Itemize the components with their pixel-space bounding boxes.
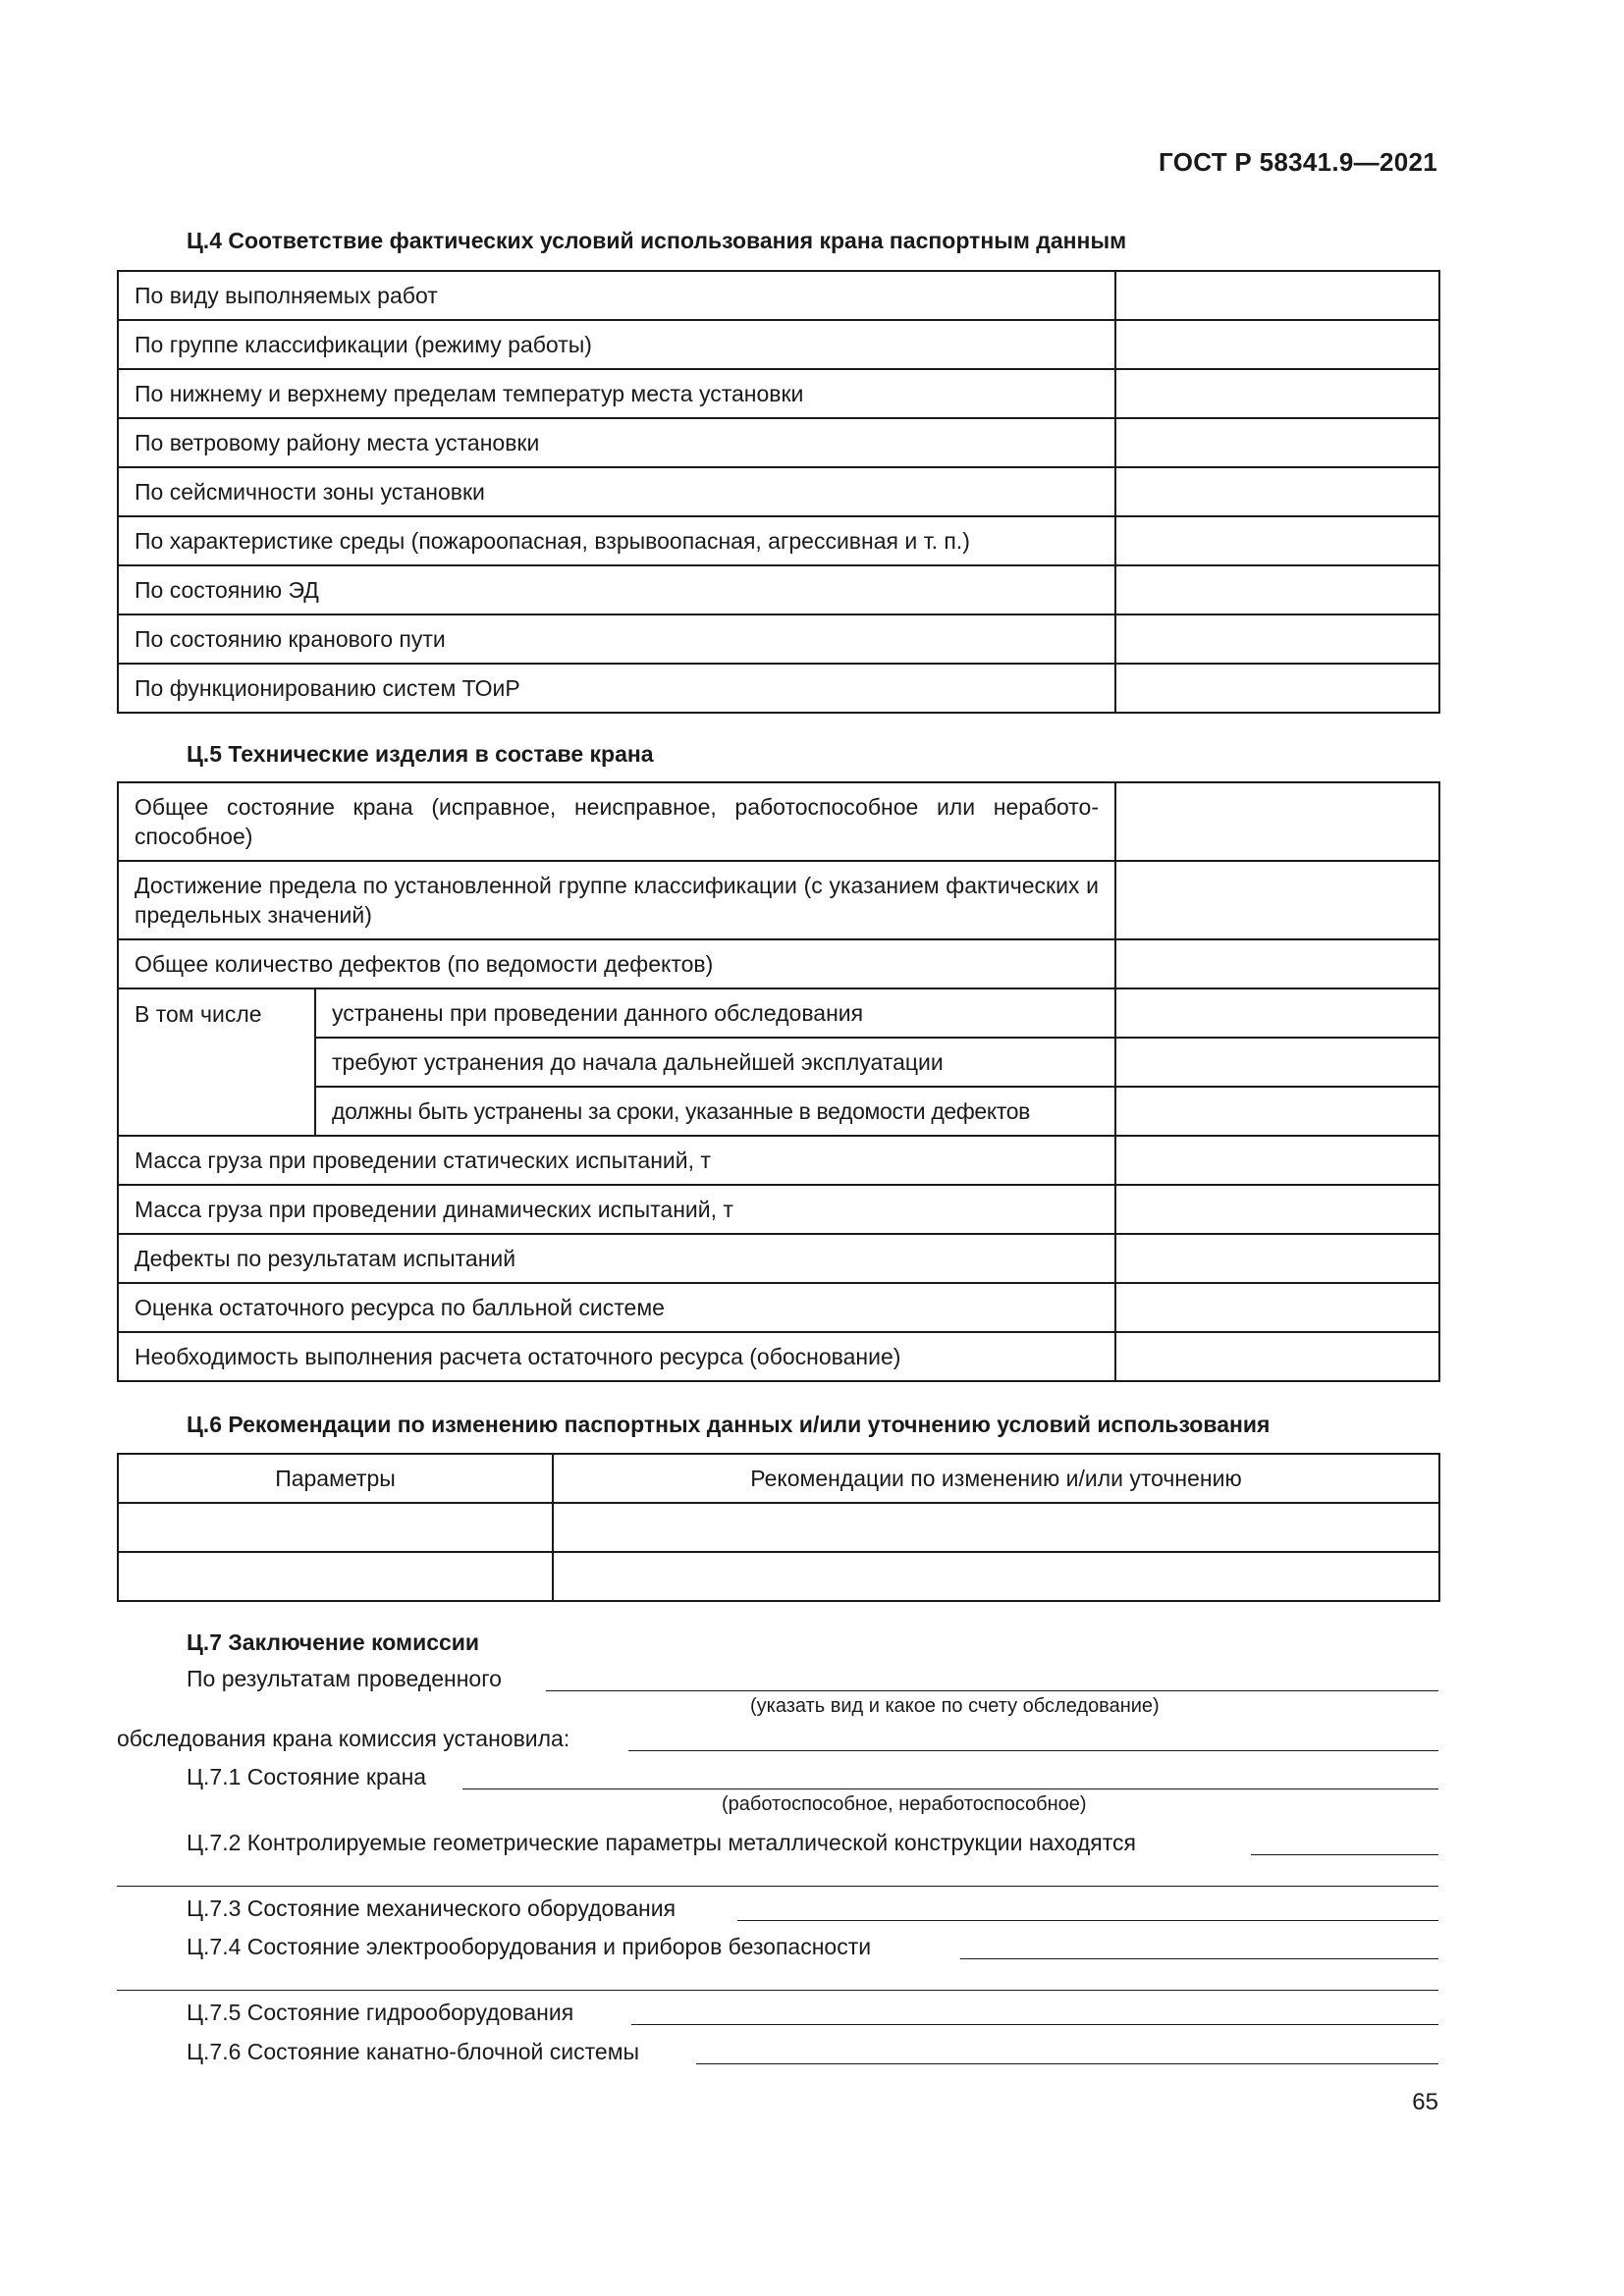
table-row [118,939,1439,988]
row-label: Оценка остаточного ресурса по балльной системе [118,1283,1115,1332]
line-commission-label: обследования крана комиссия установила: [117,1726,570,1751]
column-header-params: Параметры [118,1454,553,1503]
fill-line [696,2063,1438,2064]
table-row [118,565,1439,614]
fill-line [117,1886,1438,1887]
row-label: Масса груза при проведении динамических испытаний, т [118,1185,1115,1234]
line-state-label: Ц.7.1 Состояние крана [187,1764,427,1789]
empty-cell [553,1503,1439,1552]
value-cell [1115,1283,1439,1332]
value-cell [1115,614,1439,664]
section-c4-table [117,270,1440,714]
value-cell [1115,1038,1439,1087]
section-c5-title: Ц.5 Технические изделия в составе крана [187,741,654,767]
table-row [118,1332,1439,1381]
row-label: По нижнему и верхнему пределам температур места установки [118,369,1115,418]
table-row [118,369,1439,418]
value-cell [1115,782,1439,861]
fill-line [631,2024,1438,2025]
section-c6-title: Ц.6 Рекомендации по изменению паспортных данных и/или уточнению условий использования [187,1412,1271,1437]
page-number: 65 [1412,2089,1438,2115]
row-label: Дефекты по результатам испытаний [118,1234,1115,1283]
value-cell [1115,1332,1439,1381]
table-header-row [118,1454,1439,1503]
fill-line [628,1750,1438,1751]
value-cell [1115,664,1439,713]
line-geom-label: Ц.7.2 Контролируемые геометрические параметры металлической конструкции находятся [187,1830,1136,1855]
column-header-recommendations: Рекомендации по изменению и/или уточнению [553,1454,1439,1503]
row-label: По состоянию кранового пути [118,614,1115,664]
table-row [118,614,1439,664]
table-row [118,1087,1439,1136]
value-cell [1115,467,1439,516]
row-label: По характеристике среды (пожароопасная, взрывоопасная, агрессивная и т. п.) [118,516,1115,565]
row-label: По функционированию систем ТОиР [118,664,1115,713]
fill-line [117,1990,1438,1991]
value-cell [1115,320,1439,369]
row-label: По виду выполняемых работ [118,271,1115,320]
table-row [118,664,1439,713]
row-label: По состоянию ЭД [118,565,1115,614]
hint-survey: (указать вид и какое по счету обследование) [750,1695,1160,1717]
value-cell [1115,271,1439,320]
value-cell [1115,516,1439,565]
row-label: Масса груза при проведении статических испытаний, т [118,1136,1115,1185]
including-item: устранены при проведении данного обследования [315,988,1115,1038]
table-row [118,516,1439,565]
table-row [118,988,1439,1038]
table-row [118,1185,1439,1234]
row-label: По сейсмичности зоны установки [118,467,1115,516]
value-cell [1115,565,1439,614]
row-general-state-label: Общее состояние крана (исправное, неисправное, работоспособное или неработо-способное) [118,782,1115,861]
fill-line [960,1958,1438,1959]
section-c4-title: Ц.4 Соответствие фактических условий использования крана паспортным данным [187,228,1127,253]
table-row [118,782,1439,861]
including-item: должны быть устранены за сроки, указанные в ведомости дефектов [315,1087,1115,1136]
table-row [118,1552,1439,1601]
table-row [118,861,1439,939]
line-rope-label: Ц.7.6 Состояние канатно-блочной системы [187,2039,640,2064]
document-code: ГОСТ Р 58341.9—2021 [1159,147,1437,177]
section-c7-title: Ц.7 Заключение комиссии [187,1629,480,1655]
value-cell [1115,1136,1439,1185]
table-row [118,1038,1439,1087]
value-cell [1115,1087,1439,1136]
value-cell [1115,861,1439,939]
section-c6-table [117,1453,1440,1602]
table-row [118,1136,1439,1185]
line-mech-label: Ц.7.3 Состояние механического оборудования [187,1896,677,1921]
value-cell [1115,1234,1439,1283]
table-row [118,467,1439,516]
table-row [118,418,1439,467]
fill-line [737,1920,1438,1921]
value-cell [1115,1185,1439,1234]
row-defects-total-label: Общее количество дефектов (по ведомости дефектов) [118,939,1115,988]
row-label: По группе классификации (режиму работы) [118,320,1115,369]
value-cell [1115,939,1439,988]
empty-cell [553,1552,1439,1601]
value-cell [1115,369,1439,418]
line-hydro-label: Ц.7.5 Состояние гидрооборудования [187,2000,574,2025]
value-cell [1115,988,1439,1038]
including-label: В том числе [118,988,315,1136]
table-row [118,1283,1439,1332]
fill-line [546,1690,1438,1691]
fill-line [1251,1854,1438,1855]
section-c5-table [117,781,1440,1382]
hint-state: (работоспособное, неработоспособное) [722,1793,1087,1815]
line-elec-label: Ц.7.4 Состояние электрооборудования и приборов безопасности [187,1934,872,1959]
row-limit-label: Достижение предела по установленной группе классификации (с указанием фактических и предельных значений) [118,861,1115,939]
empty-cell [118,1552,553,1601]
including-item: требуют устранения до начала дальнейшей эксплуатации [315,1038,1115,1087]
value-cell [1115,418,1439,467]
table-row [118,1503,1439,1552]
empty-cell [118,1503,553,1552]
table-row [118,271,1439,320]
table-row [118,1234,1439,1283]
table-row [118,320,1439,369]
row-label: Необходимость выполнения расчета остаточного ресурса (обоснование) [118,1332,1115,1381]
row-label: По ветровому району места установки [118,418,1115,467]
line-results-label: По результатам проведенного [187,1666,502,1691]
